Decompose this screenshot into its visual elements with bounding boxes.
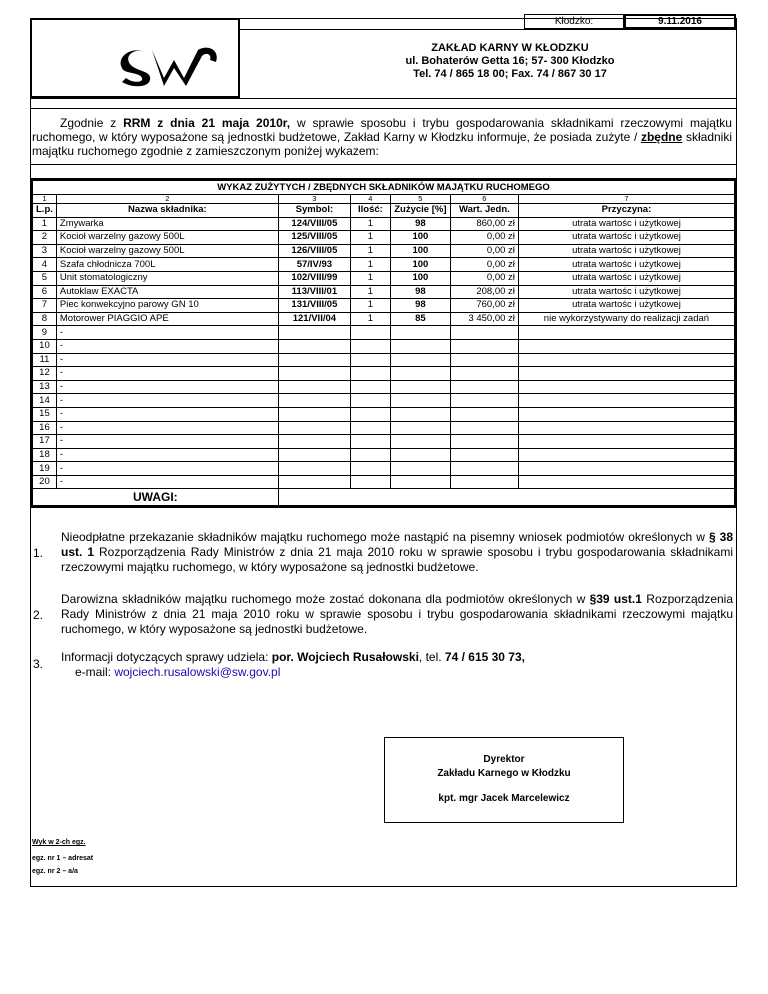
- cell-wear: 98: [390, 299, 450, 313]
- cell-wear: [390, 339, 450, 353]
- column-number-row: 1 2 3 4 5 6 7: [33, 195, 735, 204]
- note-1: 1. Nieodpłatne przekazanie składników majątku ruchomego może nastąpić na pisemny wniosek podmiotów określonych w § 38 ust. 1 Rozporządzenia Rady Ministrów z dnia 21 maja 2010 roku w sprawie sposobu i trybu gospodarowania składnikami rzeczowymi majątku ruchomego, w który wyposażone są jednostki budżetowe.: [33, 530, 733, 574]
- copy-2: egz. nr 2 – a/a: [32, 868, 78, 875]
- col-reason: Przyczyna:: [518, 204, 734, 218]
- cell-wear: [390, 353, 450, 367]
- cell-reason: utrata wartośc i użytkowej: [518, 271, 734, 285]
- header-divider: [240, 29, 737, 30]
- cell-value: [450, 380, 518, 394]
- cell-reason: utrata wartośc i użytkowej: [518, 285, 734, 299]
- table-row: [33, 244, 735, 258]
- cell-qty: [350, 380, 390, 394]
- cell-reason: utrata wartośc i użytkowej: [518, 217, 734, 231]
- cell-name: Kocioł warzelny gazowy 500L: [56, 231, 278, 245]
- table-row: [33, 353, 735, 367]
- signature-unit: Zakładu Karnego w Kłodzku: [437, 768, 571, 779]
- cell-symbol: [278, 407, 350, 421]
- cell-name: Szafa chłodnicza 700L: [56, 258, 278, 272]
- cell-value: [450, 339, 518, 353]
- cell-wear: 100: [390, 271, 450, 285]
- cell-lp: 9: [33, 326, 57, 340]
- table-header-row: [33, 204, 735, 218]
- table-row: [33, 271, 735, 285]
- table-row: [33, 339, 735, 353]
- cell-qty: [350, 407, 390, 421]
- header-divider: [30, 98, 737, 99]
- cell-lp: 2: [33, 231, 57, 245]
- sw-logo-icon: [112, 38, 232, 90]
- cell-lp: 4: [33, 258, 57, 272]
- cell-lp: 16: [33, 421, 57, 435]
- cell-reason: [518, 435, 734, 449]
- cell-reason: utrata wartośc i użytkowej: [518, 258, 734, 272]
- cell-lp: 11: [33, 353, 57, 367]
- cell-value: [450, 407, 518, 421]
- intro-paragraph: Zgodnie z RRM z dnia 21 maja 2010r, w sprawie sposobu i trybu gospodarowania składnikami rzeczowymi majątku ruchomego, w który wyposażone są jednostki budżetowe, Zakład Karny w Kłodzku informuje, że posiada zużyte / zbędne składniki majątku ruchomego zgodnie z zamieszczonym poniżej wykazem:: [32, 116, 732, 158]
- cell-reason: [518, 326, 734, 340]
- org-address: ul. Bohaterów Getta 16; 57- 300 Kłodzko: [405, 55, 615, 67]
- cell-qty: [350, 462, 390, 476]
- cell-wear: 100: [390, 258, 450, 272]
- cell-name: -: [56, 326, 278, 340]
- copies-note: Wyk w 2-ch egz.: [32, 839, 86, 846]
- cell-symbol: [278, 394, 350, 408]
- col-symbol: Symbol:: [278, 204, 350, 218]
- cell-symbol: 125/VIII/05: [278, 231, 350, 245]
- cell-reason: [518, 394, 734, 408]
- note-2: 2. Darowizna składników majątku ruchomego może zostać dokonana dla podmiotów określonych w §39 ust.1 Rozporządzenia Rady Ministrów z dnia 21 maja 2010 roku w sprawie sposobu i trybu gospodarowania składnikami rzeczowymi majątku ruchomego, w który wyposażone są jednostki budżetowe.: [33, 592, 734, 636]
- cell-name: Kocioł warzelny gazowy 500L: [56, 244, 278, 258]
- cell-name: Unit stomatologiczny: [56, 271, 278, 285]
- cell-reason: [518, 421, 734, 435]
- cell-symbol: [278, 367, 350, 381]
- cell-reason: utrata wartośc i użytkowej: [518, 231, 734, 245]
- table-row: [33, 258, 735, 272]
- cell-symbol: [278, 448, 350, 462]
- logo-box: [30, 18, 240, 98]
- cell-qty: [350, 326, 390, 340]
- cell-qty: 1: [350, 217, 390, 231]
- table-row: [33, 380, 735, 394]
- cell-symbol: [278, 326, 350, 340]
- cell-reason: nie wykorzystywany do realizacji zadań: [518, 312, 734, 326]
- cell-value: [450, 462, 518, 476]
- cell-value: 208,00 zł: [450, 285, 518, 299]
- cell-lp: 12: [33, 367, 57, 381]
- cell-symbol: [278, 380, 350, 394]
- document-date: 9.11.2016: [624, 14, 736, 29]
- table-row: [33, 462, 735, 476]
- cell-wear: [390, 462, 450, 476]
- cell-value: [450, 353, 518, 367]
- table-row: [33, 217, 735, 231]
- cell-name: -: [56, 394, 278, 408]
- cell-name: -: [56, 421, 278, 435]
- cell-wear: [390, 367, 450, 381]
- section-divider: [30, 164, 737, 165]
- cell-lp: 6: [33, 285, 57, 299]
- table-row: [33, 435, 735, 449]
- cell-lp: 5: [33, 271, 57, 285]
- cell-name: -: [56, 339, 278, 353]
- org-header: [340, 42, 680, 81]
- table-row: [33, 475, 735, 489]
- org-name: ZAKŁAD KARNY W KŁODZKU: [431, 42, 589, 54]
- cell-symbol: 131/VIII/05: [278, 299, 350, 313]
- cell-name: -: [56, 475, 278, 489]
- cell-symbol: 126/VIII/05: [278, 244, 350, 258]
- note-3: 3. Informacji dotyczących sprawy udziela: por. Wojciech Rusałowski, tel. 74 / 615 30 73, e-mail: wojciech.rusalowski@sw.gov.pl: [33, 650, 525, 679]
- table-row: [33, 407, 735, 421]
- table-row: [33, 394, 735, 408]
- cell-wear: 98: [390, 217, 450, 231]
- cell-value: [450, 475, 518, 489]
- cell-symbol: [278, 435, 350, 449]
- cell-lp: 1: [33, 217, 57, 231]
- cell-name: -: [56, 407, 278, 421]
- cell-value: [450, 394, 518, 408]
- cell-name: -: [56, 448, 278, 462]
- cell-reason: [518, 380, 734, 394]
- cell-wear: [390, 326, 450, 340]
- cell-lp: 18: [33, 448, 57, 462]
- cell-name: -: [56, 380, 278, 394]
- cell-value: 3 450,00 zł: [450, 312, 518, 326]
- table-row: [33, 285, 735, 299]
- table-row: [33, 367, 735, 381]
- cell-wear: [390, 421, 450, 435]
- cell-value: [450, 421, 518, 435]
- cell-symbol: [278, 462, 350, 476]
- cell-lp: 14: [33, 394, 57, 408]
- cell-value: [450, 326, 518, 340]
- col-value: Wart. Jedn.: [450, 204, 518, 218]
- cell-wear: 98: [390, 285, 450, 299]
- cell-symbol: 124/VIII/05: [278, 217, 350, 231]
- cell-wear: [390, 435, 450, 449]
- cell-symbol: [278, 353, 350, 367]
- cell-value: 760,00 zł: [450, 299, 518, 313]
- cell-reason: utrata wartośc i użytkowej: [518, 299, 734, 313]
- copy-1: egz. nr 1 – adresat: [32, 855, 94, 862]
- col-qty: Ilość:: [350, 204, 390, 218]
- cell-value: 0,00 zł: [450, 244, 518, 258]
- table-row: [33, 312, 735, 326]
- cell-name: -: [56, 435, 278, 449]
- cell-symbol: [278, 339, 350, 353]
- cell-wear: 100: [390, 244, 450, 258]
- cell-wear: [390, 475, 450, 489]
- table-row: [33, 448, 735, 462]
- cell-qty: 1: [350, 285, 390, 299]
- col-name: Nazwa składnika:: [56, 204, 278, 218]
- cell-qty: [350, 475, 390, 489]
- cell-reason: [518, 353, 734, 367]
- cell-qty: [350, 435, 390, 449]
- cell-value: [450, 448, 518, 462]
- cell-name: Piec konwekcyjno parowy GN 10: [56, 299, 278, 313]
- cell-lp: 19: [33, 462, 57, 476]
- cell-qty: 1: [350, 271, 390, 285]
- cell-symbol: [278, 475, 350, 489]
- cell-value: [450, 435, 518, 449]
- cell-lp: 3: [33, 244, 57, 258]
- cell-reason: [518, 407, 734, 421]
- cell-lp: 10: [33, 339, 57, 353]
- cell-name: Autoklaw EXACTA: [56, 285, 278, 299]
- cell-value: [450, 367, 518, 381]
- table-row: [33, 326, 735, 340]
- cell-name: Motorower PIAGGIO APE: [56, 312, 278, 326]
- col-wear: Zużycie [%]: [390, 204, 450, 218]
- cell-wear: [390, 380, 450, 394]
- table-row: [33, 231, 735, 245]
- cell-qty: [350, 394, 390, 408]
- cell-reason: [518, 339, 734, 353]
- cell-reason: [518, 462, 734, 476]
- cell-value: 0,00 zł: [450, 271, 518, 285]
- table-row: [33, 299, 735, 313]
- uwagi-label: UWAGI:: [33, 489, 279, 506]
- cell-reason: utrata wartośc i użytkowej: [518, 244, 734, 258]
- cell-symbol: 113/VIII/01: [278, 285, 350, 299]
- cell-qty: 1: [350, 231, 390, 245]
- cell-symbol: 121/VII/04: [278, 312, 350, 326]
- cell-symbol: [278, 421, 350, 435]
- cell-value: 0,00 zł: [450, 258, 518, 272]
- cell-qty: 1: [350, 258, 390, 272]
- cell-wear: [390, 448, 450, 462]
- uwagi-row: [33, 489, 735, 506]
- cell-symbol: 57/IV/93: [278, 258, 350, 272]
- cell-qty: 1: [350, 244, 390, 258]
- cell-reason: [518, 475, 734, 489]
- signature-name: kpt. mgr Jacek Marcelewicz: [438, 793, 570, 804]
- cell-qty: [350, 339, 390, 353]
- col-lp: L.p.: [33, 204, 57, 218]
- cell-symbol: 102/VIII/99: [278, 271, 350, 285]
- signature-box: [384, 737, 624, 823]
- cell-qty: 1: [350, 299, 390, 313]
- org-contact: Tel. 74 / 865 18 00; Fax. 74 / 867 30 17: [413, 68, 607, 80]
- table-row: [33, 421, 735, 435]
- section-divider: [30, 108, 737, 109]
- cell-lp: 13: [33, 380, 57, 394]
- cell-name: -: [56, 462, 278, 476]
- cell-qty: [350, 367, 390, 381]
- city-label: Kłodzko:: [524, 14, 624, 29]
- cell-qty: [350, 353, 390, 367]
- cell-reason: [518, 448, 734, 462]
- table-title: WYKAZ ZUŻYTYCH / ZBĘDNYCH SKŁADNIKÓW MAJĄTKU RUCHOMEGO: [33, 181, 735, 195]
- cell-wear: 85: [390, 312, 450, 326]
- cell-wear: 100: [390, 231, 450, 245]
- cell-qty: [350, 421, 390, 435]
- email-link[interactable]: wojciech.rusalowski@sw.gov.pl: [114, 665, 281, 679]
- items-table: [30, 178, 737, 508]
- cell-name: -: [56, 353, 278, 367]
- signature-title: Dyrektor: [483, 754, 525, 765]
- cell-lp: 15: [33, 407, 57, 421]
- cell-lp: 8: [33, 312, 57, 326]
- cell-wear: [390, 407, 450, 421]
- cell-qty: 1: [350, 312, 390, 326]
- cell-reason: [518, 367, 734, 381]
- cell-lp: 17: [33, 435, 57, 449]
- cell-name: Zmywarka: [56, 217, 278, 231]
- cell-wear: [390, 394, 450, 408]
- cell-value: 0,00 zł: [450, 231, 518, 245]
- cell-lp: 20: [33, 475, 57, 489]
- cell-name: -: [56, 367, 278, 381]
- cell-value: 860,00 zł: [450, 217, 518, 231]
- cell-lp: 7: [33, 299, 57, 313]
- cell-qty: [350, 448, 390, 462]
